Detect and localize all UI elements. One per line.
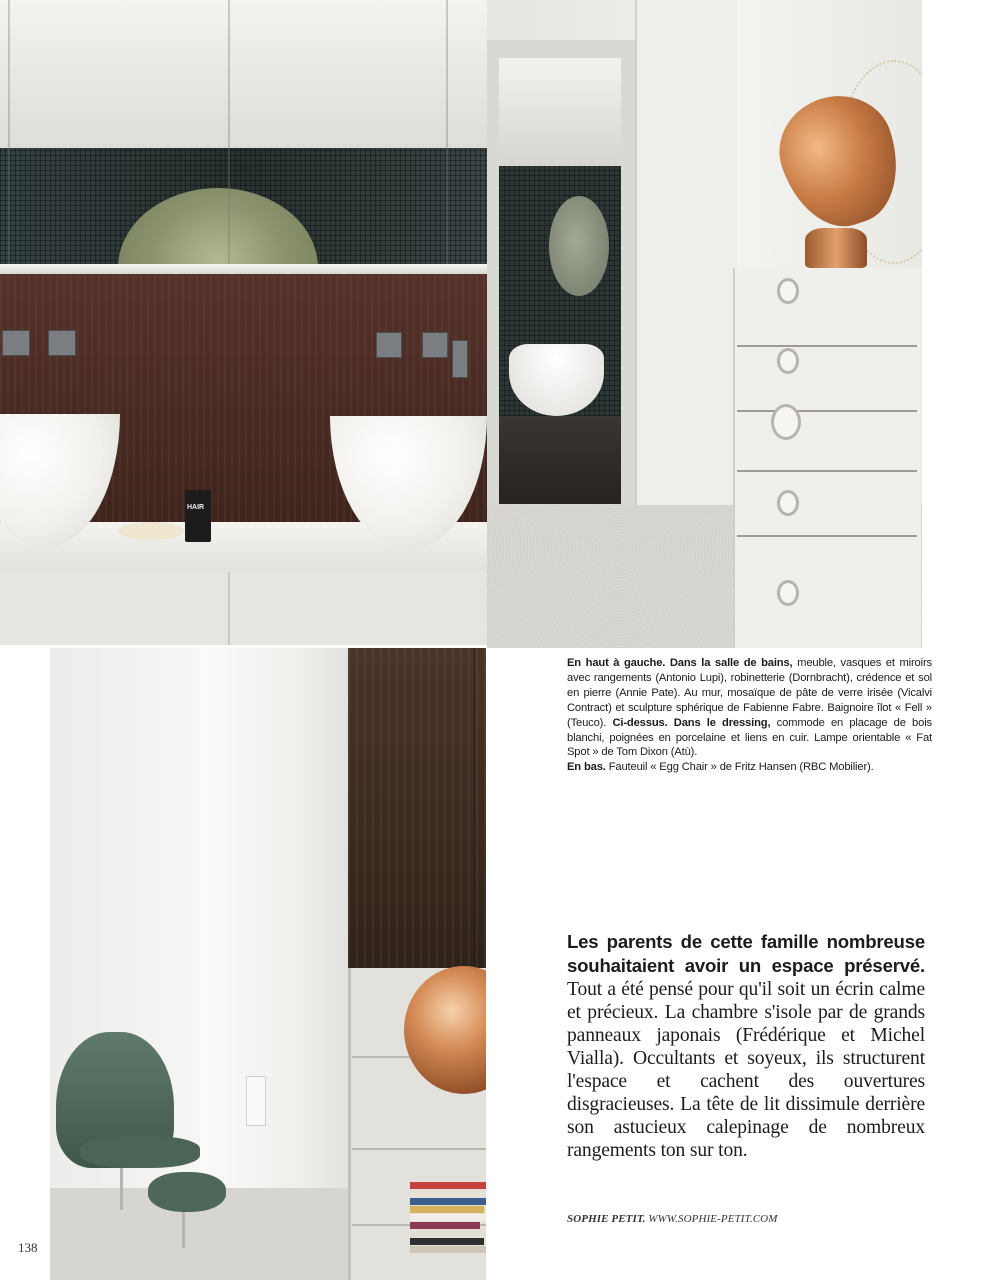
caption-location: Dans la salle de bains, (669, 657, 793, 669)
porcelain-knob (777, 278, 799, 304)
egg-chair-seat (80, 1136, 200, 1168)
article-lead: Les parents de cette famille nombreuse souhaitaient avoir un espace préservé. (567, 931, 925, 976)
caption-text: meuble, vasques et miroirs avec rangements (Antonio Lupi), robinetterie (Dornbracht), crédence et sol en pierre (Annie Pate). Au mur, mosaïque de pâte de verre irisée (Vicalvi Contract) et sculpture sphérique de Fabienne Fabre. Baignoire îlot « Fell » (Teuco). (567, 657, 932, 729)
hair-brush (118, 522, 184, 540)
mirror-edge (446, 0, 448, 268)
bottle-label: HAIR (187, 504, 205, 511)
book (410, 1246, 486, 1253)
book (410, 1182, 486, 1189)
faucet-handle (48, 330, 76, 356)
photo-dressing (487, 0, 922, 648)
caption-label: En haut à gauche. (567, 657, 666, 669)
credit-website: WWW.SOPHIE-PETIT.COM (648, 1213, 778, 1225)
porcelain-knob (771, 404, 801, 440)
photo-caption (567, 656, 932, 775)
book (410, 1206, 484, 1213)
hair-product-bottle (185, 490, 211, 542)
porcelain-knob (777, 490, 799, 516)
sculpture-disc (549, 196, 609, 296)
drawer-seam (228, 572, 230, 645)
cabinet-line (352, 1148, 486, 1150)
book (410, 1230, 486, 1237)
drawer-line (737, 535, 917, 537)
book (410, 1238, 484, 1245)
bathroom-ceiling (499, 58, 621, 166)
mirror-shelf (0, 264, 487, 274)
japanese-panel (348, 648, 486, 968)
article-text: Tout a été pensé pour qu'il soit un écrin calme et précieux. La chambre s'isole par de grands panneaux japonais (Frédérique et Michel Vialla). Occultants et soyeux, ils structurent l'espace et cachent des ouvertures disgracieuses. La tête de lit dissimule derrière son astucieux calepinage de nombreux rangements ton sur ton. (567, 979, 925, 1161)
book (410, 1214, 486, 1221)
book (410, 1198, 486, 1205)
drawer-line (737, 470, 917, 472)
photo-bedroom (50, 648, 486, 1280)
wardrobe (635, 0, 737, 520)
drawer-line (737, 345, 917, 347)
faucet-handle (2, 330, 30, 356)
caption-text: Fauteuil « Egg Chair » de Fritz Hansen (RBC Mobilier). (608, 761, 874, 774)
caption-label: Ci-dessus. (612, 716, 668, 729)
credit-author: SOPHIE PETIT. (567, 1213, 646, 1225)
faucet-handle (422, 332, 448, 358)
porcelain-knob (777, 580, 799, 606)
page-number: 138 (18, 1240, 38, 1255)
article-body (567, 930, 925, 1162)
mirror-edge (8, 0, 10, 268)
ottoman-leg (182, 1208, 185, 1248)
bathroom-floor (499, 416, 621, 504)
wall-switch (246, 1076, 266, 1126)
book (410, 1190, 482, 1197)
photo-credit (567, 1213, 927, 1225)
chest-of-drawers (733, 268, 921, 648)
faucet-spout (452, 340, 468, 378)
vanity-drawers (0, 570, 487, 645)
caption-label: En bas. (567, 761, 606, 774)
porcelain-knob (777, 348, 799, 374)
photo-bathroom (0, 0, 487, 645)
caption-location: Dans le dressing, (673, 716, 771, 729)
mirror (0, 0, 487, 148)
chair-leg (120, 1164, 123, 1210)
caption-text: commode en placage de bois blanchi, poignées en porcelaine et liens en cuir. Lampe orientable « Fat Spot » de Tom Dixon (Atù). (567, 716, 932, 759)
pendant-cord (474, 648, 475, 968)
drawer-line (737, 410, 917, 412)
book (410, 1222, 480, 1229)
faucet-handle (376, 332, 402, 358)
egg-chair-ottoman (148, 1172, 226, 1212)
mirror-edge (228, 0, 230, 268)
lamp-base (805, 228, 867, 268)
